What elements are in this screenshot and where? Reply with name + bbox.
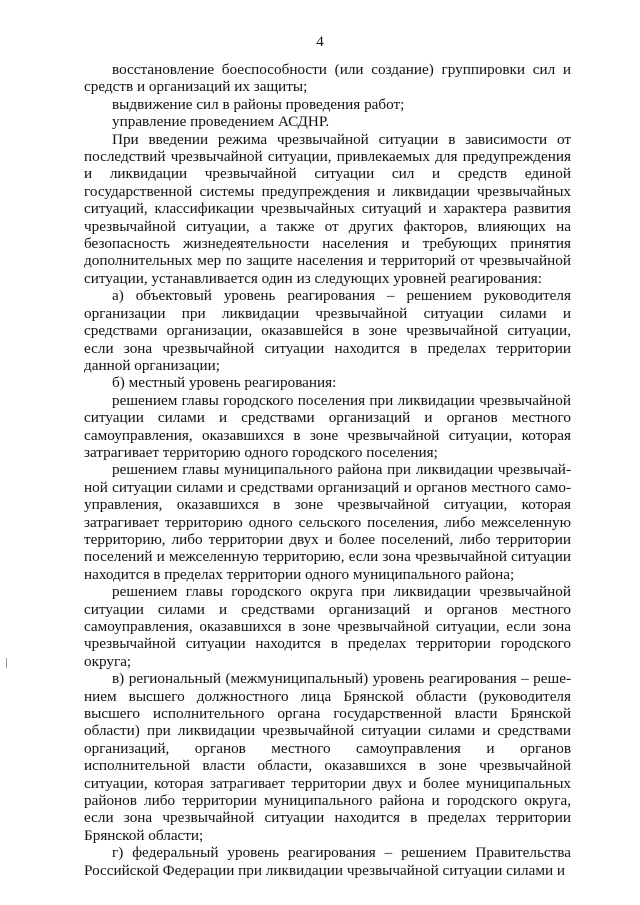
paragraph: восстановление боеспособности (или создание) группировки сил и средств и организаций их защиты; — [84, 61, 571, 96]
paragraph: решением главы городского поселения при ликвидации чрезвычайной ситуации силами и средствами организаций и органов местного самоуправления, оказавшихся в зоне чрезвычайной ситуации, которая затрагивает территорию одного городского поселения; — [84, 391, 571, 461]
paragraph: При введении режима чрезвычайной ситуации в зависимости от последствий чрезвычайной ситуации, привлекаемых для предупреждения и ликвидации чрезвычайной ситуации сил и средств единой государственной системы предупреждения и ликвидации чрезвычайных ситуаций, классификации чрезвычайных ситуаций и характера развития чрезвычайной ситуации, а также от других факторов, влияющих на безопасность жизнедеятельности населения и требующих принятия дополнительных мер по защите населения и территорий от чрезвычайной ситуации, устанавливается один из следующих уровней реагирования: — [84, 130, 571, 287]
paragraph: а) объектовый уровень реагирования – решением руководителя организации при ликвидации чрезвычайной ситуации силами и средствами организации, оказавшейся в зоне чрезвычайной ситуации, если зона чрезвычайной ситуации находится в пределах территории данной организации; — [84, 287, 571, 374]
paragraph: решением главы муниципального района при ликвидации чрезвычайной ситуации силами и средствами организаций и органов местного самоуправления, оказавшихся в зоне чрезвычайной ситуации, которая затрагивает территорию одного сельского поселения, либо межселенную территорию, либо территории двух и более поселений, либо территории поселений и межселенную территорию, если зона чрезвычайной ситуации находится в пределах территории одного муниципального района; — [84, 461, 571, 583]
document-body — [84, 61, 571, 879]
paragraph: решением главы городского округа при ликвидации чрезвычайной ситуации силами и средствами организаций и органов местного самоуправления, оказавшихся в зоне чрезвычайной ситуации, если зона чрезвычайной ситуации находится в пределах территории городского округа; — [84, 583, 571, 670]
paragraph: управление проведением АСДНР. — [112, 113, 330, 131]
page-number: 4 — [316, 34, 324, 50]
margin-mark — [6, 658, 7, 668]
paragraph: в) региональный (межмуниципальный) уровень реагирования – решением высшего должностного лица Брянской области (руководителя высшего исполнительного органа государственной власти Брянской области) при ликвидации чрезвычайной ситуации силами и средствами организаций, органов местного самоуправления и органов исполнительной власти области, оказавшихся в зоне чрезвычайной ситуации, которая затрагивает территории двух и более муниципальных районов либо территории муниципального района и городского округа, если зона чрезвычайной ситуации находится в пределах территории Брянской области; — [84, 670, 571, 844]
paragraph: б) местный уровень реагирования: — [112, 374, 337, 392]
paragraph: выдвижение сил в районы проведения работ; — [112, 95, 405, 113]
paragraph: г) федеральный уровень реагирования – решением Правительства Российской Федерации при ликвидации чрезвычайной ситуации силами и — [84, 844, 571, 879]
